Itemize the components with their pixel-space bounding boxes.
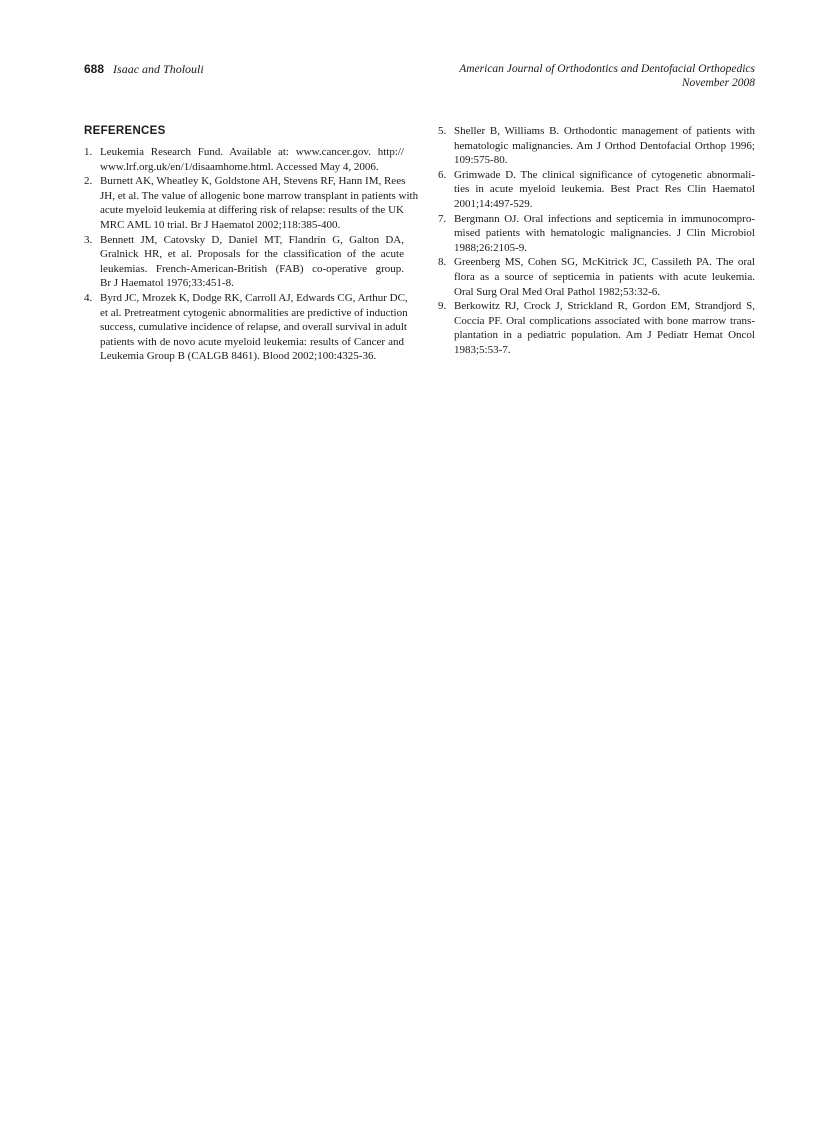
- reference-text-line: Grimwade D. The clinical significance of cytogenetic abnormali-: [454, 168, 755, 181]
- reference-text-line: MRC AML 10 trial. Br J Haematol 2002;118:385-400.: [100, 218, 341, 231]
- reference-text-line: Sheller B, Williams B. Orthodontic management of patients with: [454, 125, 755, 137]
- reference-number: 8.: [438, 256, 447, 269]
- reference-number: 6.: [438, 168, 447, 181]
- reference-number: 1.: [84, 146, 93, 158]
- reference-item: [84, 233, 404, 291]
- reference-text-line: Leukemia Group B (CALGB 8461). Blood 2002;100:4325-36.: [100, 350, 377, 363]
- reference-text-line: 1983;5:53-7.: [454, 343, 511, 356]
- reference-text-line: Greenberg MS, Cohen SG, McKitrick JC, Cassileth PA. The oral: [454, 256, 755, 269]
- references-heading: REFERENCES: [84, 125, 166, 137]
- reference-text-line: Bennett JM, Catovsky D, Daniel MT, Flandrin G, Galton DA,: [100, 233, 404, 246]
- reference-text-line: Byrd JC, Mrozek K, Dodge RK, Carroll AJ, Edwards CG, Arthur DC,: [100, 291, 408, 304]
- reference-text-line: success, cumulative incidence of relapse, and overall survival in adult: [100, 321, 407, 334]
- running-authors: Isaac and Tholouli: [113, 62, 204, 76]
- reference-text-line: 1988;26:2105-9.: [454, 241, 528, 254]
- reference-text-line: www.lrf.org.uk/en/1/disaamhome.html. Accessed May 4, 2006.: [100, 160, 379, 173]
- running-header-right: [459, 62, 755, 90]
- reference-text-line: Bergmann OJ. Oral infections and septicemia in immunocompro-: [454, 212, 755, 225]
- reference-text-line: mised patients with hematologic malignancies. J Clin Microbiol: [454, 227, 755, 240]
- reference-text-line: Coccia PF. Oral complications associated with bone marrow trans-: [454, 314, 755, 327]
- reference-text-line: Leukemia Research Fund. Available at: www.cancer.gov. http://: [100, 146, 404, 158]
- reference-number: 9.: [438, 300, 447, 313]
- reference-text-line: flora as a source of septicemia in patients with acute leukemia.: [454, 270, 755, 283]
- reference-text-line: acute myeloid leukemia at differing risk of relapse: results of the UK: [100, 204, 404, 217]
- reference-text-line: 109:575-80.: [454, 154, 508, 167]
- references-column-right: [438, 124, 755, 358]
- reference-text-line: Burnett AK, Wheatley K, Goldstone AH, Stevens RF, Hann IM, Rees: [100, 175, 406, 188]
- reference-item: [438, 124, 755, 168]
- journal-title: American Journal of Orthodontics and Dentofacial Orthopedics: [459, 63, 755, 75]
- page-number: 688: [84, 62, 105, 76]
- reference-text-line: plantation in a pediatric population. Am J Pediatr Hemat Oncol: [454, 329, 755, 342]
- reference-number: 4.: [84, 291, 93, 304]
- reference-text-line: leukemias. French-American-British (FAB) co-operative group.: [100, 262, 404, 275]
- running-header-left: [84, 62, 204, 77]
- reference-number: 5.: [438, 125, 447, 137]
- reference-item: [438, 168, 755, 212]
- reference-item: [438, 299, 755, 357]
- reference-text-line: Gralnick HR, et al. Proposals for the classification of the acute: [100, 248, 404, 261]
- references-column-left: [84, 145, 419, 364]
- reference-text-line: patients with de novo acute myeloid leukemia: results of Cancer and: [100, 335, 404, 348]
- reference-text-line: et al. Pretreatment cytogenic abnormalities are predictive of induction: [100, 306, 408, 319]
- reference-number: 7.: [438, 212, 447, 225]
- reference-item: [84, 174, 419, 232]
- reference-text-line: JH, et al. The value of allogenic bone marrow transplant in patients with: [100, 189, 419, 202]
- reference-number: 3.: [84, 233, 93, 246]
- reference-text-line: ties in acute myeloid leukemia. Best Pract Res Clin Haematol: [454, 183, 755, 196]
- reference-item: [84, 145, 404, 174]
- reference-item: [438, 255, 755, 299]
- reference-item: [438, 212, 755, 256]
- reference-text-line: Br J Haematol 1976;33:451-8.: [100, 277, 234, 290]
- reference-text-line: Oral Surg Oral Med Oral Pathol 1982;53:32-6.: [454, 285, 661, 298]
- reference-text-line: 2001;14:497-529.: [454, 197, 533, 210]
- reference-number: 2.: [84, 175, 93, 188]
- reference-text-line: Berkowitz RJ, Crock J, Strickland R, Gordon EM, Strandjord S,: [454, 300, 755, 313]
- reference-item: [84, 291, 408, 364]
- reference-text-line: hematologic malignancies. Am J Orthod Dentofacial Orthop 1996;: [454, 139, 755, 152]
- issue-date: November 2008: [681, 77, 755, 89]
